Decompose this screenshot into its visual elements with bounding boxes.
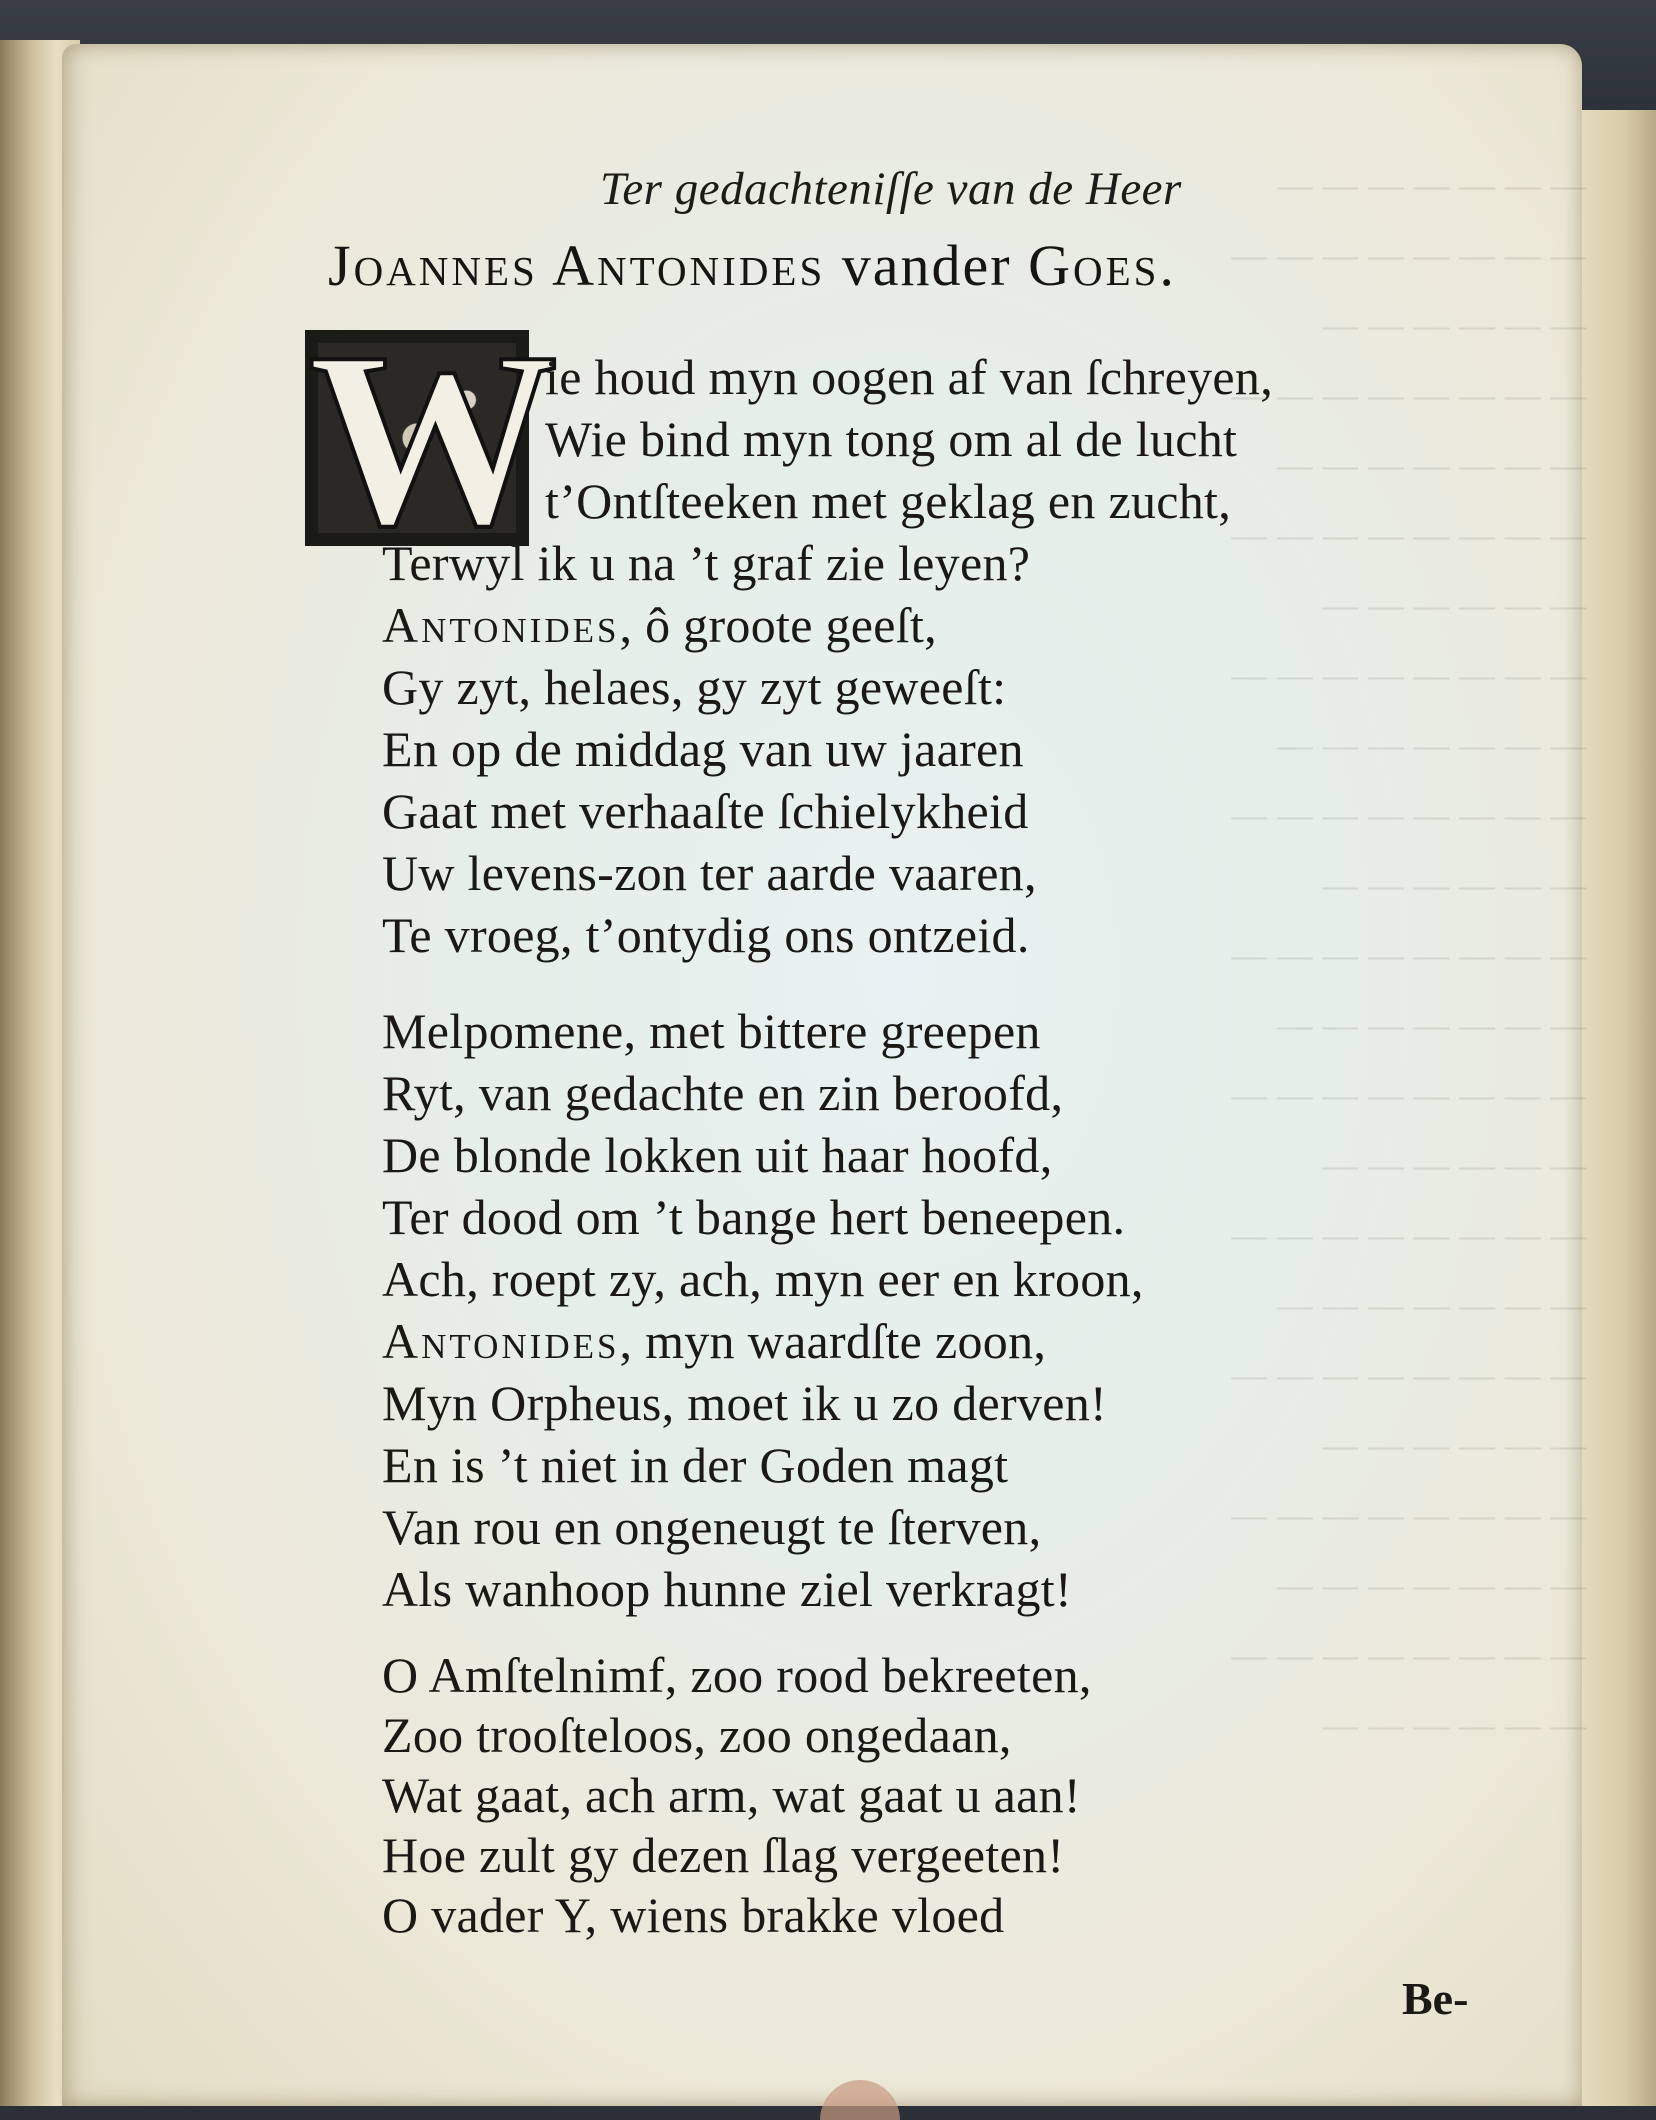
poem-line: En is ’t niet in der Goden magt [382,1437,1009,1493]
poem-line: Myn Orpheus, moet ik u zo derven! [382,1375,1108,1431]
poem-line: Ter dood om ’t bange hert beneepen. [382,1189,1126,1245]
poem-line: Terwyl ik u na ’t graf zie leyen? [382,535,1031,591]
title-particle: vander [825,233,1029,298]
name-small-caps: Antonides [382,1313,620,1369]
poem-line: Ach, roept zy, ach, myn eer en kroon, [382,1251,1144,1307]
poem-line: Van rou en ongeneugt te ſterven, [382,1499,1042,1555]
poet-surname: Goes. [1028,233,1177,298]
initial-letter: W [308,301,558,578]
poem-title [328,232,1177,299]
poem-line: Als wanhoop hunne ziel verkragt! [382,1561,1072,1617]
poem-line: De blonde lokken uit haar hoofd, [382,1127,1053,1183]
poem-line: Wat gaat, ach arm, wat gaat u aan! [382,1767,1081,1823]
poem-line: Gaat met verhaaſte ſchielykheid [382,783,1029,839]
facing-page-edge [1576,110,1656,2106]
poem-line: ie houd myn oogen af van ſchreyen, [545,349,1274,405]
poem-line: Uw levens-zon ter aarde vaaren, [382,845,1037,901]
poem-line [382,1312,1046,1370]
poem-line: Hoe zult gy dezen ſlag vergeeten! [382,1827,1065,1883]
poem-line: Melpomene, met bittere greepen [382,1003,1041,1059]
decorated-initial [305,301,558,578]
poem-line: Ryt, van gedachte en zin beroofd, [382,1065,1064,1121]
poet-name: Joannes Antonides [328,233,826,298]
poem-line: O vader Y, wiens brakke vloed [382,1887,1005,1943]
poem-line: Gy zyt, helaes, gy zyt geweeſt: [382,659,1007,715]
poem-line: Wie bind myn tong om al de lucht [545,411,1238,467]
poem-line: t’Ontſteeken met geklag en zucht, [545,473,1232,529]
name-small-caps: Antonides [382,597,620,653]
running-title: Ter gedachteniſſe van de Heer [600,163,1182,215]
catchword: Be- [1402,1973,1469,2024]
poem-line: Te vroeg, t’ontydig ons ontzeid. [382,907,1030,963]
poem-line: O Amſtelnimf, zoo rood bekreeten, [382,1647,1092,1703]
line-continuation: , ô groote geeſt, [619,597,937,653]
poem-line: En op de middag van uw jaaren [382,721,1024,777]
poem-line: Zoo trooſteloos, zoo ongedaan, [382,1707,1012,1763]
line-continuation: , myn waardſte zoon, [619,1313,1047,1369]
poem-line [382,596,937,654]
